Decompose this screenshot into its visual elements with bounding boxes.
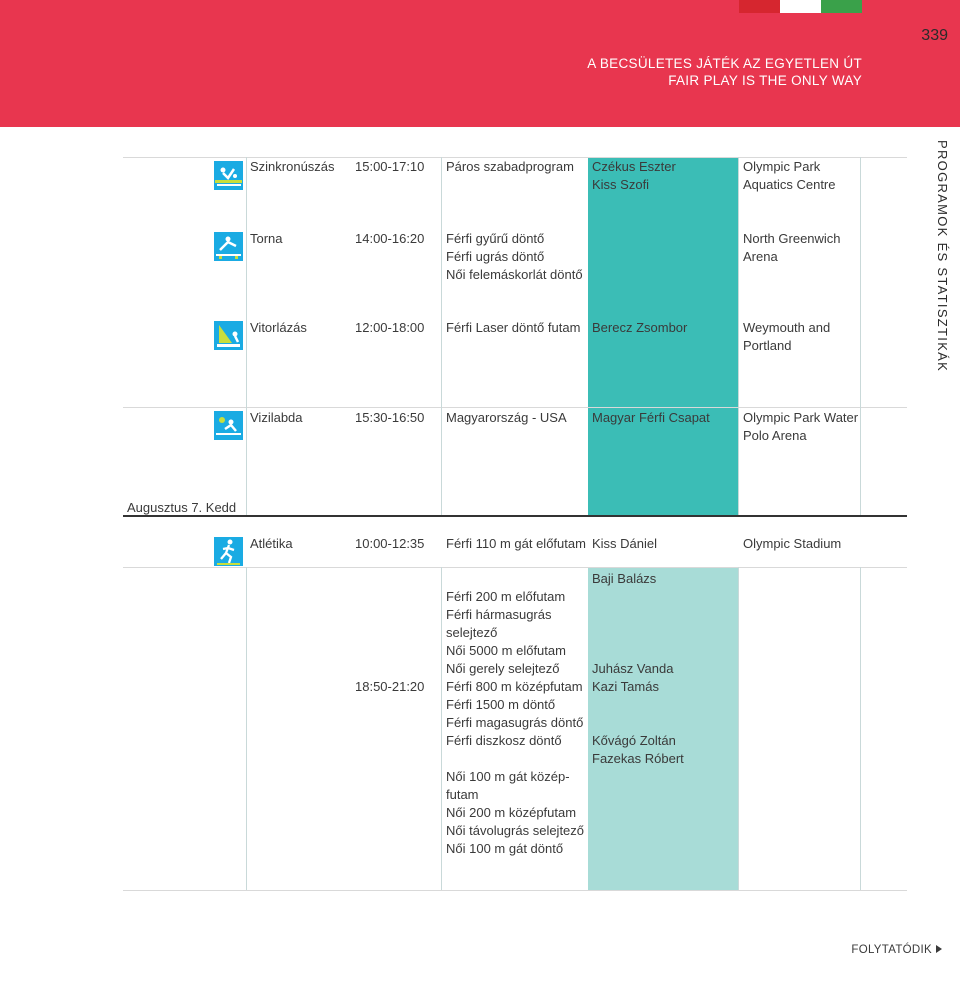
- event-name: Női felemáskorlát döntő: [446, 267, 583, 282]
- gymnastics-icon: [214, 232, 243, 261]
- continue-label: FOLYTATÓDIK: [851, 944, 932, 956]
- venue: Olympic Stadium: [743, 536, 842, 551]
- side-label-text: PROGRAMOK ÉS STATISZTIKÁK: [935, 140, 950, 373]
- sailing-icon: [214, 321, 243, 350]
- continue-indicator: [851, 944, 942, 956]
- athlete-name: Kővágó Zoltán: [592, 733, 676, 748]
- tagline-hu: A BECSÜLETES JÁTÉK AZ EGYETLEN ÚT: [587, 56, 862, 71]
- event-name: Női 100 m gát közép-: [446, 769, 570, 784]
- event-time: 18:50-21:20: [355, 679, 425, 694]
- venue-line: Weymouth and: [743, 320, 831, 335]
- athlete-name: Czékus Eszter: [592, 159, 676, 174]
- column-divider: [441, 567, 442, 890]
- sport-name: Torna: [250, 231, 283, 246]
- event-name: Női távolugrás selejtező: [446, 823, 585, 838]
- venue: [743, 319, 830, 355]
- event-name: Női 5000 m előfutam: [446, 643, 566, 658]
- event-name: Férfi 200 m előfutam: [446, 589, 566, 604]
- event-time: 10:00-12:35: [355, 536, 425, 551]
- athlete-name: Kazi Tamás: [592, 679, 659, 694]
- event-name: Férfi 110 m gát előfutam: [446, 536, 586, 551]
- column-divider: [860, 567, 861, 890]
- venue-line: Polo Arena: [743, 428, 807, 443]
- venue-line: Portland: [743, 338, 792, 353]
- page-header: [0, 0, 960, 127]
- side-section-label: [932, 140, 950, 373]
- event-name: Magyarország - USA: [446, 410, 567, 425]
- event-name: Férfi ugrás döntő: [446, 249, 545, 264]
- event-name: futam: [446, 787, 479, 802]
- athlete-name: Fazekas Róbert: [592, 751, 684, 766]
- sport-name: Szinkronúszás: [250, 159, 335, 174]
- tagline: [587, 55, 862, 89]
- event-name: Férfi diszkosz döntő: [446, 733, 562, 748]
- page-number: 339: [921, 27, 948, 44]
- venue-line: Arena: [743, 249, 778, 264]
- athlete-list: [592, 570, 684, 768]
- flag-stripe-red: [739, 0, 780, 13]
- event-time: 12:00-18:00: [355, 320, 425, 335]
- event-name: Női 100 m gát döntő: [446, 841, 564, 856]
- flag-stripe-green: [821, 0, 862, 13]
- athlete-name: Berecz Zsombor: [592, 320, 688, 335]
- column-divider: [738, 157, 739, 515]
- venue: [743, 230, 841, 266]
- athletics-icon: [214, 537, 243, 566]
- athlete-name: Kiss Szofi: [592, 177, 650, 192]
- event-spacer: [446, 750, 584, 768]
- athlete-spacer: [592, 588, 684, 660]
- event-name: Férfi magasugrás döntő: [446, 715, 584, 730]
- event-name: Férfi Laser döntő futam: [446, 320, 581, 335]
- venue: [743, 409, 858, 445]
- day-heading: Augusztus 7. Kedd: [127, 500, 237, 515]
- column-divider: [738, 567, 739, 890]
- athlete-list: [592, 158, 676, 194]
- flag-stripe-white: [780, 0, 821, 13]
- athlete-name: Juhász Vanda: [592, 661, 674, 676]
- event-time: 14:00-16:20: [355, 231, 425, 246]
- event-list: [446, 588, 584, 858]
- event-time: 15:30-16:50: [355, 410, 425, 425]
- table-row-rule: [123, 407, 907, 408]
- venue-line: Olympic Park: [743, 159, 821, 174]
- athlete-spacer: [592, 696, 684, 732]
- event-name: Férfi gyűrű döntő: [446, 231, 545, 246]
- event-name: selejtező: [446, 625, 498, 640]
- sport-name: Vitorlázás: [250, 320, 307, 335]
- event-name: Férfi 800 m középfutam: [446, 679, 583, 694]
- event-time: 15:00-17:10: [355, 159, 425, 174]
- venue-line: North Greenwich: [743, 231, 841, 246]
- column-divider: [441, 157, 442, 515]
- event-list: [446, 230, 583, 284]
- sport-name: Atlétika: [250, 536, 293, 551]
- table-row-rule: [123, 567, 907, 568]
- event-name: Női gerely selejtező: [446, 661, 560, 676]
- venue-line: Olympic Park Water: [743, 410, 859, 425]
- arrow-right-icon: [936, 945, 942, 953]
- table-row: [250, 158, 335, 176]
- athlete-name: Kiss Dániel: [592, 536, 658, 551]
- water-polo-icon: [214, 411, 243, 440]
- synchronized-swimming-icon: [214, 161, 243, 190]
- column-divider: [246, 157, 247, 515]
- athlete-name: Magyar Férfi Csapat: [592, 410, 710, 425]
- event-name: Férfi hármasugrás: [446, 607, 552, 622]
- day-heading-rule: [123, 515, 907, 517]
- column-divider: [246, 567, 247, 890]
- tagline-en: FAIR PLAY IS THE ONLY WAY: [668, 73, 862, 88]
- event-name: Páros szabadprogram: [446, 159, 574, 174]
- table-bottom-rule: [123, 890, 907, 891]
- event-name: Férfi 1500 m döntő: [446, 697, 556, 712]
- column-divider: [860, 157, 861, 515]
- athlete-name: Baji Balázs: [592, 571, 657, 586]
- venue-line: Aquatics Centre: [743, 177, 836, 192]
- venue: [743, 158, 836, 194]
- event-name: Női 200 m középfutam: [446, 805, 577, 820]
- sport-name: Vizilabda: [250, 410, 303, 425]
